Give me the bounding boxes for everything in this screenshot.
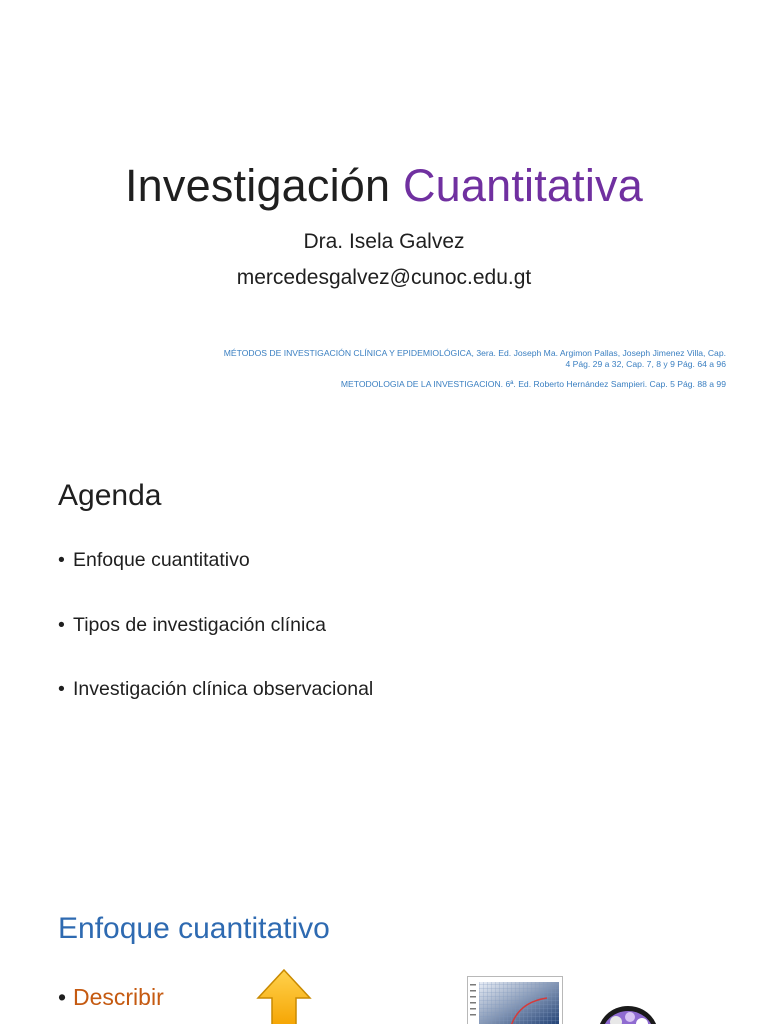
title-slide bbox=[0, 0, 768, 430]
reference-1 bbox=[126, 348, 726, 370]
chart-thumbnail-icon bbox=[467, 976, 563, 1024]
list-item-label: Enfoque cuantitativo bbox=[73, 549, 250, 571]
title-accent: Cuantitativa bbox=[402, 160, 643, 211]
bullet-icon: • bbox=[58, 614, 65, 636]
list-item bbox=[58, 984, 164, 1011]
slide-separator bbox=[0, 857, 768, 864]
list-item-label: Tipos de investigación clínica bbox=[73, 614, 326, 636]
slide-separator bbox=[0, 430, 768, 437]
author-name: Dra. Isela Galvez bbox=[303, 230, 465, 253]
agenda-heading: Agenda bbox=[58, 479, 162, 512]
enfoque-heading: Enfoque cuantitativo bbox=[58, 912, 330, 945]
reference-2: METODOLOGIA DE LA INVESTIGACION. 6ª. Ed. Roberto Hernández Sampieri. Cap. 5 Pág. 88 a 99 bbox=[340, 379, 726, 389]
bullet-icon: • bbox=[58, 549, 65, 571]
list-item bbox=[58, 678, 373, 701]
list-item-label: Investigación clínica observacional bbox=[73, 678, 374, 700]
list-item bbox=[58, 614, 326, 637]
reference-1-line-2: 4 Pág. 29 a 32, Cap. 7, 8 y 9 Pág. 64 a 96 bbox=[565, 359, 726, 369]
author-email: mercedesgalvez@cunoc.edu.gt bbox=[236, 266, 532, 289]
bullet-icon: • bbox=[58, 678, 65, 700]
list-item bbox=[58, 549, 250, 572]
agenda-slide bbox=[0, 437, 768, 857]
sphere-icon bbox=[596, 1004, 660, 1024]
page-title bbox=[0, 160, 768, 212]
bullet-icon: • bbox=[58, 984, 67, 1010]
up-arrow-icon bbox=[254, 968, 314, 1024]
reference-1-line-1: MÉTODOS DE INVESTIGACIÓN CLÍNICA Y EPIDEMIOLÓGICA, 3era. Ed. Joseph Ma. Argimon Pallas, Joseph Jimenez Villa, Cap. bbox=[223, 348, 726, 358]
enfoque-slide bbox=[0, 864, 768, 1024]
describir-label: Describir bbox=[73, 984, 164, 1010]
title-main: Investigación bbox=[124, 160, 391, 211]
